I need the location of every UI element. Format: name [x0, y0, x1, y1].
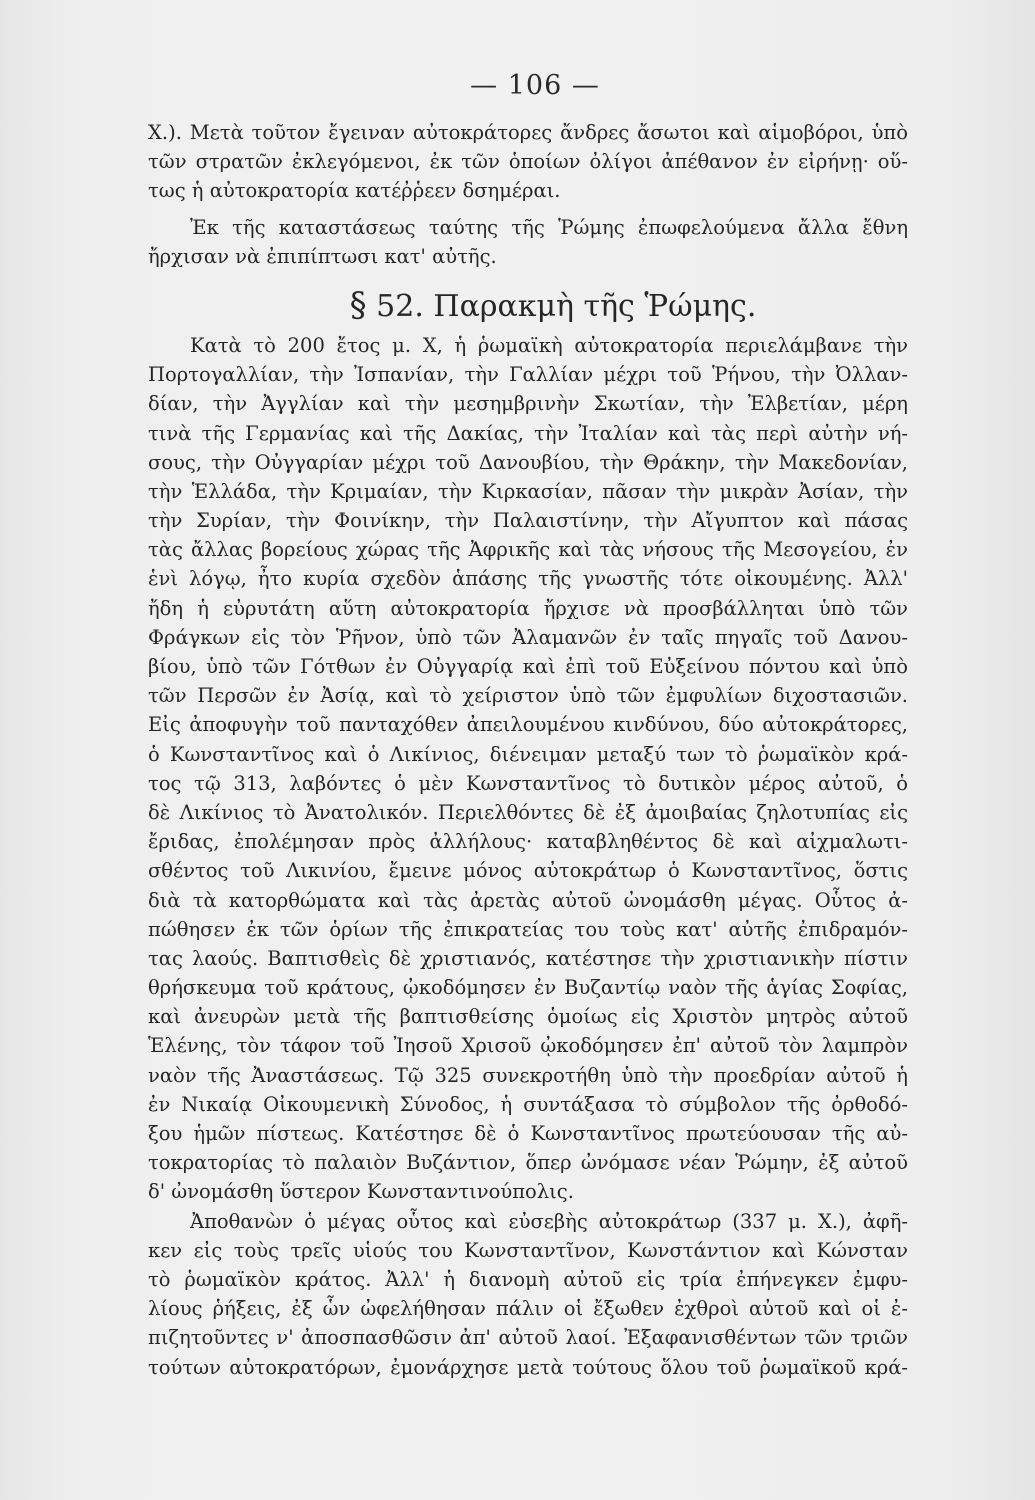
paragraph-3: [148, 331, 908, 1207]
text-line: λίους ῥήξεις, ἐξ ὧν ὠφελήθησαν πάλιν οἱ ἔξωθεν ἐχθροὶ αὐτοῦ καὶ οἱ ἐ-: [148, 1297, 908, 1321]
text-line: τὴν Συρίαν, τὴν Φοινίκην, τὴν Παλαιστίνην, τὴν Αἴγυπτον καὶ πάσας: [148, 509, 908, 533]
text-line: τῶν στρατῶν ἐκλεγόμενοι, ἐκ τῶν ὁποίων ὀλίγοι ἀπέθανον ἐν εἰρήνῃ· οὕ-: [148, 150, 908, 174]
text-line: τοκρατορίας τὸ παλαιὸν Βυζάντιον, ὅπερ ὠνόμασε νέαν Ῥώμην, ἐξ αὐτοῦ: [148, 1151, 908, 1175]
text-line: κεν εἰς τοὺς τρεῖς υἱούς του Κωνσταντῖνον, Κωνστάντιον καὶ Κώνσταν: [148, 1238, 908, 1262]
paragraph-4: [148, 1207, 908, 1382]
text-line: τας λαούς. Βαπτισθεὶς δὲ χριστιανός, κατέστησε τὴν χριστιανικὴν πίστιν: [148, 946, 908, 970]
text-line: Ἑλένης, τὸν τάφον τοῦ Ἰησοῦ Χρισοῦ ᾠκοδόμησεν ἐπ' αὐτοῦ τὸν λαμπρὸν: [148, 1034, 908, 1058]
text-line: δὲ Λικίνιος τὸ Ἀνατολικόν. Περιελθόντες δὲ ἐξ ἀμοιβαίας ζηλοτυπίας εἰς: [148, 800, 908, 824]
text-line: ἑνὶ λόγῳ, ἦτο κυρία σχεδὸν ἁπάσης τῆς γνωστῆς τότε οἰκουμένης. Ἀλλ': [148, 567, 908, 591]
text-line: ἤρχισαν νὰ ἐπιπίπτωσι κατ' αὐτῆς.: [148, 244, 497, 268]
text-line: ἤδη ἡ εὐρυτάτη αὕτη αὐτοκρατορία ἤρχισε νὰ προσβάλληται ὑπὸ τῶν: [148, 596, 908, 620]
text-line: δ' ὠνομάσθη ὕστερον Κωνσταντινούπολις.: [148, 1180, 574, 1204]
paragraph-1: [148, 118, 908, 206]
text-line: τούτων αὐτοκρατόρων, ἐμονάρχησε μετὰ τούτους ὅλου τοῦ ῥωμαϊκοῦ κρά-: [148, 1355, 908, 1379]
text-line: ναὸν τῆς Ἀναστάσεως. Τῷ 325 συνεκροτήθη ὑπὸ τὴν προεδρίαν αὐτοῦ ἡ: [148, 1063, 908, 1087]
text-line: τος τῷ 313, λαβόντες ὁ μὲν Κωνσταντῖνος τὸ δυτικὸν μέρος αὐτοῦ, ὁ: [148, 771, 908, 795]
text-line: τὰς ἄλλας βορείους χώρας τῆς Ἀφρικῆς καὶ τὰς νήσους τῆς Μεσογείου, ἐν: [148, 538, 908, 562]
text-line: Φράγκων εἰς τὸν Ῥῆνον, ὑπὸ τῶν Ἀλαμανῶν ἐν ταῖς πηγαῖς τοῦ Δανου-: [148, 625, 908, 649]
text-line: σθέντος τοῦ Λικινίου, ἔμεινε μόνος αὐτοκράτωρ ὁ Κωνσταντῖνος, ὅστις: [148, 859, 908, 883]
text-line: τῶν Περσῶν ἐν Ἀσίᾳ, καὶ τὸ χείριστον ὑπὸ τῶν ἐμφυλίων διχοστασιῶν.: [148, 684, 908, 708]
text-line: Ἐκ τῆς καταστάσεως ταύτης τῆς Ῥώμης ἐπωφελούμενα ἄλλα ἔθνη: [190, 215, 908, 239]
section-symbol: §: [349, 284, 367, 325]
section-heading: [148, 283, 908, 327]
text-line: τὴν Ἑλλάδα, τὴν Κριμαίαν, τὴν Κιρκασίαν, πᾶσαν τὴν μικρὰν Ἀσίαν, τὴν: [148, 479, 908, 503]
paragraph-2: [148, 213, 908, 271]
text-line: πώθησεν ἐκ τῶν ὁρίων τῆς ἐπικρατείας του τοὺς κατ' αὐτῆς ἐπιδραμόν-: [148, 917, 908, 941]
text-line: δίαν, τὴν Ἀγγλίαν καὶ τὴν μεσημβρινὴν Σκωτίαν, τὴν Ἐλβετίαν, μέρη: [148, 392, 908, 416]
text-line: τὸ ῥωμαϊκὸν κράτος. Ἀλλ' ἡ διανομὴ αὐτοῦ εἰς τρία ἐπήνεγκεν ἐμφυ-: [148, 1267, 908, 1291]
text-line: σους, τὴν Οὐγγαρίαν μέχρι τοῦ Δανουβίου, τὴν Θράκην, τὴν Μακεδονίαν,: [148, 450, 908, 474]
text-line: Εἰς ἀποφυγὴν τοῦ πανταχόθεν ἀπειλουμένου κινδύνου, δύο αὐτοκράτορες,: [148, 713, 908, 737]
text-line: Πορτογαλλίαν, τὴν Ἰσπανίαν, τὴν Γαλλίαν μέχρι τοῦ Ῥήνου, τὴν Ὀλλαν-: [148, 363, 908, 387]
page-body: [148, 118, 908, 1382]
page-number: — 106 —: [470, 70, 600, 101]
text-line: ξου ἡμῶν πίστεως. Κατέστησε δὲ ὁ Κωνσταντῖνος πρωτεύουσαν τῆς αὐ-: [148, 1122, 908, 1145]
text-line: διὰ τὰ κατορθώματα καὶ τὰς ἀρετὰς αὐτοῦ ὠνομάσθη μέγας. Οὗτος ἀ-: [148, 888, 908, 912]
text-line: τως ἡ αὐτοκρατορία κατέῤῥεεν δσημέραι.: [148, 179, 561, 203]
text-line: τινὰ τῆς Γερμανίας καὶ τῆς Δακίας, τὴν Ἰταλίαν καὶ τὰς περὶ αὐτὴν νή-: [148, 421, 908, 445]
text-line: X.). Μετὰ τοῦτον ἔγειναν αὐτοκράτορες ἄνδρες ἄσωτοι καὶ αἱμοβόροι, ὑπὸ: [148, 121, 908, 144]
section-title: 52. Παρακμὴ τῆς Ῥώμης.: [376, 288, 757, 324]
text-line: Ἀποθανὼν ὁ μέγας οὗτος καὶ εὐσεβὴς αὐτοκράτωρ (337 μ. X.), ἀφῆ-: [190, 1209, 908, 1233]
text-line: ἔριδας, ἐπολέμησαν πρὸς ἀλλήλους· καταβληθέντος δὲ καὶ αἰχμαλωτι-: [148, 830, 908, 854]
text-line: βίου, ὑπὸ τῶν Γότθων ἐν Οὐγγαρίᾳ καὶ ἐπὶ τοῦ Εὐξείνου πόντου καὶ ὑπὸ: [148, 655, 908, 678]
text-line: ὁ Κωνσταντῖνος καὶ ὁ Λικίνιος, διένειμαν μεταξύ των τὸ ῥωμαϊκὸν κρά-: [148, 742, 908, 766]
text-line: θρήσκευμα τοῦ κράτους, ᾠκοδόμησεν ἐν Βυζαντίῳ ναὸν τῆς ἁγίας Σοφίας,: [148, 976, 908, 1000]
text-line: ἐν Νικαίᾳ Οἰκουμενικὴ Σύνοδος, ἡ συντάξασα τὸ σύμβολον τῆς ὀρθοδό-: [148, 1092, 908, 1116]
text-line: πιζητοῦντες ν' ἀποσπασθῶσιν ἀπ' αὐτοῦ λαοί. Ἐξαφανισθέντων τῶν τριῶν: [148, 1326, 908, 1350]
text-line: καὶ ἀνευρὼν μετὰ τῆς βαπτισθείσης ὁμοίως εἰς Χριστὸν μητρὸς αὐτοῦ: [148, 1005, 908, 1029]
text-line: Κατὰ τὸ 200 ἔτος μ. X, ἡ ῥωμαϊκὴ αὐτοκρατορία περιελάμβανε τὴν: [190, 333, 908, 357]
